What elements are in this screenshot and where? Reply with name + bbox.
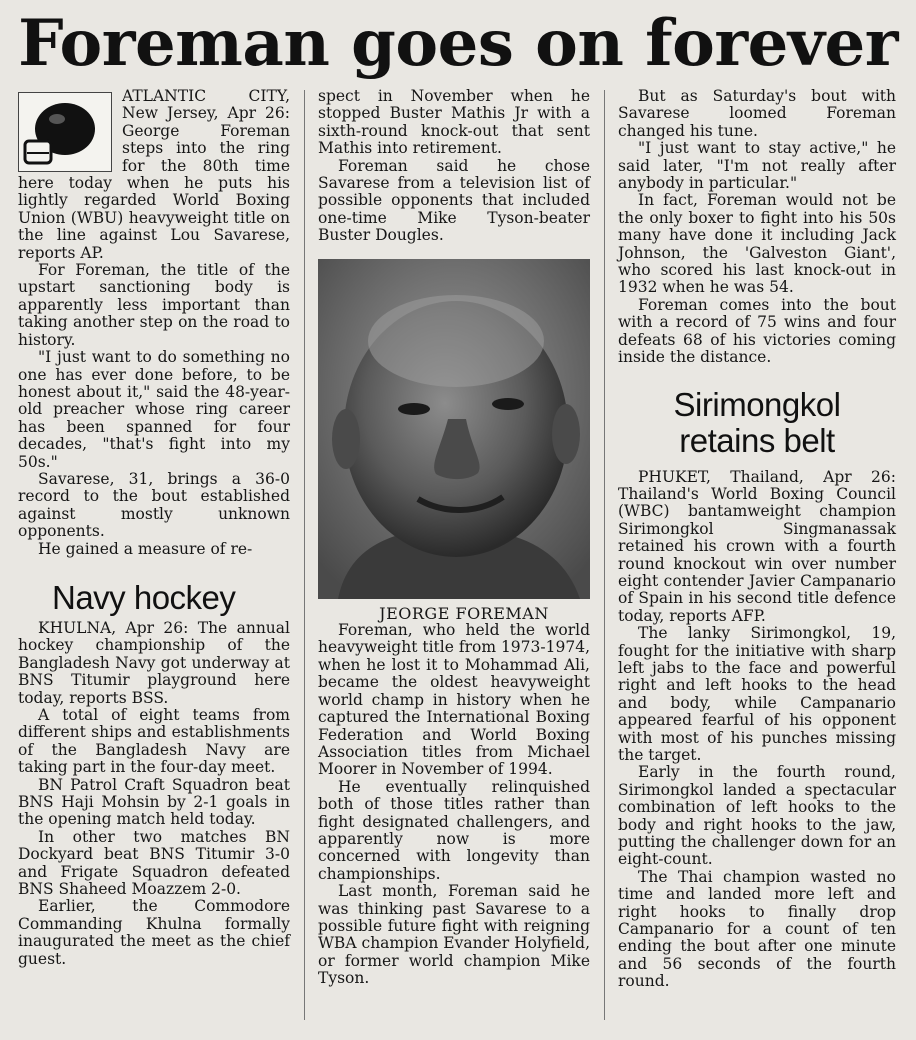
article-paragraph: For Foreman, the title of the upstart sanctioning body is apparently less important than taking another step on the road to history.	[18, 261, 290, 349]
article-paragraph: Savarese, 31, brings a 36-0 record to the bout established against mostly unknown opponents.	[18, 469, 290, 541]
article-paragraph: Foreman said he chose Savarese from a television list of possible opponents that included one-time Mike Tyson-beater Buster Dougles.	[318, 156, 590, 245]
column-rule	[304, 90, 305, 1020]
photo-caption: JEORGE FOREMAN	[379, 603, 549, 623]
column-2	[318, 88, 590, 988]
article-paragraph: He eventually relinquished both of those titles rather than fight designated challengers, and apparently now is more concerned with longevity than championships.	[318, 777, 590, 883]
sirimongkol-headline: Sirimongkol retains belt	[673, 385, 841, 459]
article-paragraph: George Foreman steps into the ring for the 80th time here today when he puts his lightly regarded World Boxing Union (WBU) heavyweight title on the line against Lou Savarese, reports AP.	[18, 121, 290, 262]
boxing-glove-icon	[18, 92, 112, 172]
article-paragraph: KHULNA, Apr 26: The annual hockey championship of the Bangladesh Navy got underway at BNS Titumir playground here today, reports BSS.	[18, 618, 290, 707]
article-paragraph: Foreman comes into the bout with a record of 75 wins and four defeats 68 of his victories coming inside the distance.	[618, 295, 896, 367]
article-paragraph: spect in November when he stopped Buster Mathis Jr with a sixth-round knock-out that sent Mathis into retirement.	[318, 87, 590, 158]
article-paragraph: Foreman, who held the world heavyweight title from 1973-1974, when he lost it to Mohammad Ali, became the oldest heavyweight world champ in history when he captured the International Boxing Federation and World Boxing Association titles from Michael Moorer in November of 1994.	[318, 621, 590, 779]
dateline: ATLANTIC CITY, New Jersey, Apr 26:	[122, 87, 290, 123]
column-rule	[604, 90, 605, 1020]
headline: Foreman goes on forever	[18, 6, 898, 81]
foreman-photo	[318, 259, 590, 599]
article-paragraph: "I just want to stay active," he said later, "I'm not really after anybody in particular."	[618, 139, 896, 193]
article-paragraph: Early in the fourth round, Sirimongkol landed a spectacular combination of left hooks to the body and right hooks to the jaw, putting the challenger down for an eight-count.	[618, 763, 896, 869]
article-paragraph: "I just want to do something no one has ever done before, to be honest about it," said the 48-year-old preacher whose ring career has been spanned for four decades, "that's fight into my 50s."	[18, 348, 290, 471]
column-1	[18, 88, 290, 968]
article-paragraph: The lanky Sirimongkol, 19, fought for the initiative with sharp left jabs to the face and powerful right and left hooks to the head and body, while Campanario appeared fearful of his opponent with most of his punches missing the target.	[618, 624, 896, 764]
navy-hockey-headline: Navy hockey	[52, 578, 236, 616]
article-paragraph: The Thai champion wasted no time and landed more left and right hooks to finally drop Campanario for a count of ten ending the bout after one minute and 56 seconds of the fourth round.	[618, 867, 896, 991]
article-paragraph: In other two matches BN Dockyard beat BNS Titumir 3-0 and Frigate Squadron defeated BNS Shaheed Moazzem 2-0.	[18, 827, 290, 899]
article-paragraph: A total of eight teams from different ships and establishments of the Bangladesh Navy are taking part in the four-day meet.	[18, 706, 290, 777]
article-paragraph: In fact, Foreman would not be the only boxer to fight into his 50s many have done it including Jack Johnson, the 'Galveston Giant', who scored his last knock-out in 1932 when he was 54.	[618, 191, 896, 297]
article-paragraph: BN Patrol Craft Squadron beat BNS Haji Mohsin by 2-1 goals in the opening match held today.	[18, 775, 290, 829]
article-paragraph: But as Saturday's bout with Savarese loomed Foreman changed his tune.	[618, 87, 896, 140]
boxer-portrait-icon	[318, 259, 590, 599]
column-3	[618, 88, 896, 991]
article-paragraph: He gained a measure of re-	[38, 539, 253, 558]
article-paragraph: PHUKET, Thailand, Apr 26: Thailand's World Boxing Council (WBC) bantamweight champion Sirimongkol Singmanassak retained his crown with a fourth round knockout win over number eight contender Javier Campanario of Spain in his second title defence today, reports AFP.	[618, 467, 896, 625]
article-paragraph: Earlier, the Commodore Commanding Khulna formally inaugurated the meet as the chief guest.	[18, 897, 290, 968]
article-paragraph: Last month, Foreman said he was thinking past Savarese to a possible future fight with reigning WBA champion Evander Holyfield, or former world champion Mike Tyson.	[318, 882, 590, 988]
